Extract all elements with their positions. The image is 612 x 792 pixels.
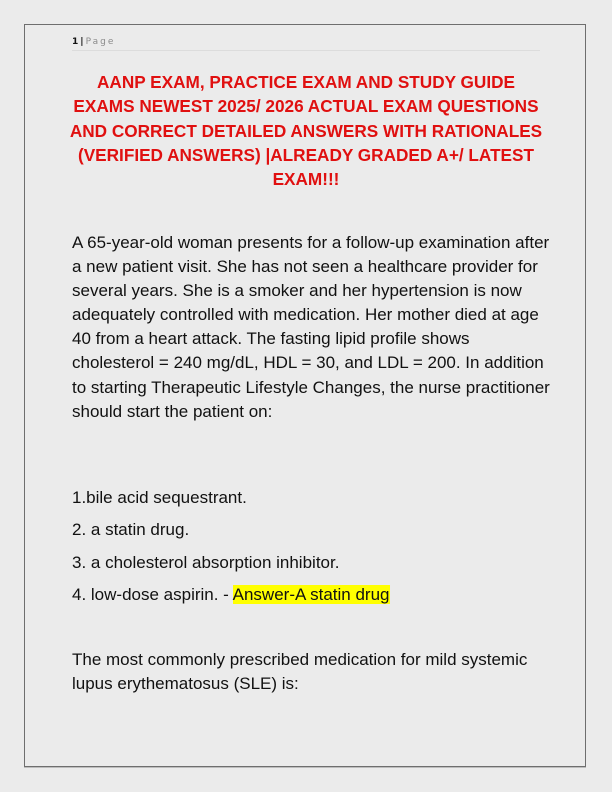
question-2-stem: The most commonly prescribed medication for mild systemic lupus erythematosus (SLE) is: (72, 650, 528, 694)
question-1-options (72, 486, 552, 615)
option-1: 1.bile acid sequestrant. (72, 488, 247, 507)
option-2: 2. a statin drug. (72, 520, 190, 540)
page-label: Page (85, 37, 116, 47)
option-3: 3. a cholesterol absorption inhibitor. (72, 552, 340, 572)
option-4 (72, 583, 552, 615)
document-title: AANP EXAM, PRACTICE EXAM AND STUDY GUIDE EXAMS NEWEST 2025/ 2026 ACTUAL EXAM QUESTIONS AND CORRECT DETAILED ANSWERS WITH RATIONALES (VERIFIED ANSWERS) |ALREADY GRADED A+/ LATEST EXAM!!! (69, 72, 543, 190)
option-4-text: 4. low-dose aspirin. - (72, 584, 233, 604)
page-header (72, 36, 540, 51)
question-1-stem: A 65-year-old woman presents for a follow-up examination after a new patient visit. She has not seen a healthcare provider for several years. She is a smoker and her hypertension is now adequately controlled with medication. Her mother died at age 40 from a heart attack. The fasting lipid profile shows cholesterol = 240 mg/dL, HDL = 30, and LDL = 200. In addition to starting Therapeutic Lifestyle Changes, the nurse practitioner should start the patient on: (72, 233, 550, 421)
page-separator: | (80, 37, 84, 47)
page-number: 1 (72, 37, 79, 47)
answer-highlight: Answer-A statin drug (232, 584, 390, 604)
